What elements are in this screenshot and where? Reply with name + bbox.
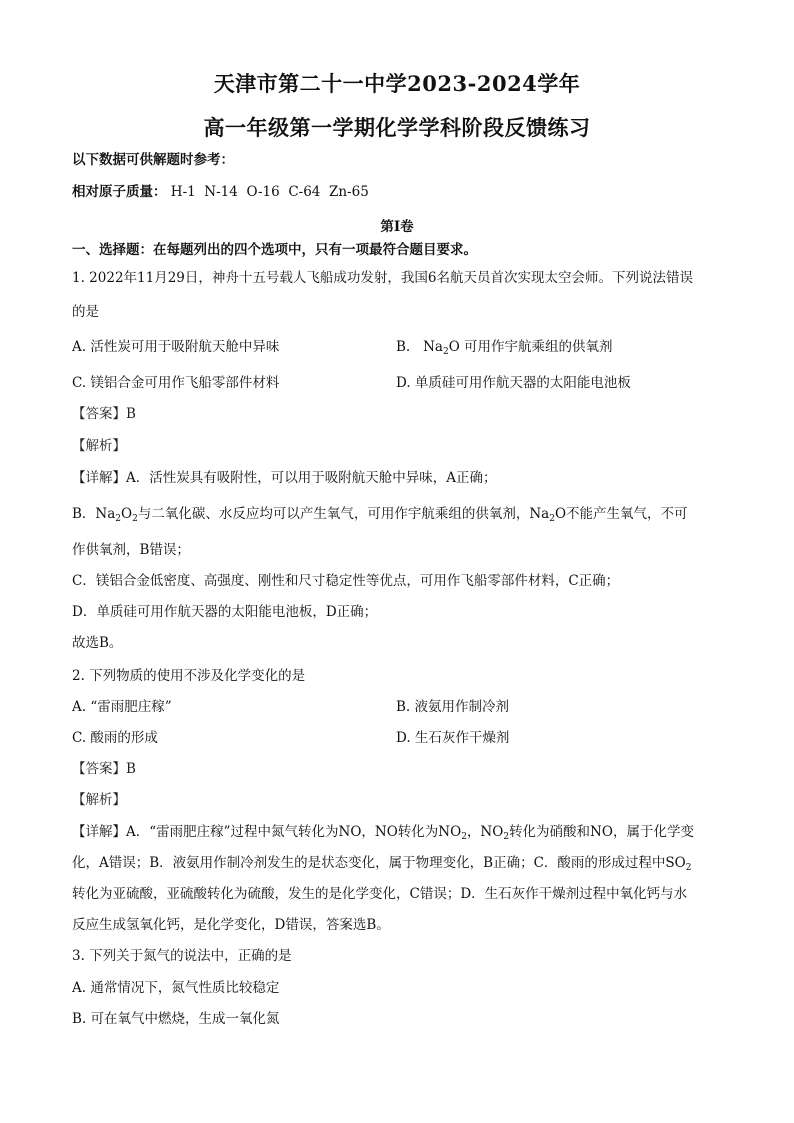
q2-option-b: B. 液氨用作制冷剂 <box>396 699 510 715</box>
q1-option-d: D. 单质硅可用作航天器的太阳能电池板 <box>396 375 631 391</box>
q2-option-d: D. 生石灰作干燥剂 <box>396 730 510 746</box>
q2-stem: 2. 下列物质的使用不涉及化学变化的是 <box>72 668 306 684</box>
q2-option-a: A. “雷雨肥庄稼” <box>72 699 172 715</box>
q2-option-c: C. 酸雨的形成 <box>72 730 158 746</box>
q2-detail-line-3: 转化为亚硫酸，亚硫酸转化为硫酸，发生的是化学变化，C错误；D．生石灰作干燥剂过程中氧化钙与水 <box>72 886 688 902</box>
q2-analysis-label: 【解析】 <box>72 792 126 808</box>
q3-option-b: B. 可在氧气中燃烧，生成一氧化氮 <box>72 1011 280 1027</box>
q1-option-c: C. 镁铝合金可用作飞船零部件材料 <box>72 375 280 391</box>
q1-answer: 【答案】B <box>72 406 136 422</box>
volume-title: 第I卷 <box>380 219 414 235</box>
q1-analysis-label: 【解析】 <box>72 438 126 454</box>
q1-stem-line-1: 1. 2022年11月29日，神舟十五号载人飞船成功发射，我国6名航天员首次实现太空会师。下列说法错误 <box>72 270 693 286</box>
q1-option-a: A. 活性炭可用于吸附航天舱中异味 <box>72 339 280 355</box>
title-line-2: 高一年级第一学期化学学科阶段反馈练习 <box>203 115 591 140</box>
atomic-mass-label: 相对原子质量： <box>72 184 167 200</box>
title-line-1: 天津市第二十一中学2023-2024学年 <box>213 71 581 96</box>
q2-detail-line-4: 反应生成氢氧化钙，是化学变化，D错误，答案选B。 <box>72 917 390 933</box>
q3-stem: 3. 下列关于氮气的说法中，正确的是 <box>72 948 292 964</box>
q1-detail-a: 【详解】A．活性炭具有吸附性，可以用于吸附航天舱中异味，A正确； <box>72 470 497 486</box>
q2-detail-line-2: 化，A错误；B．液氨用作制冷剂发生的是状态变化，属于物理变化，B正确；C．酸雨的形成过程中$SO_2$ <box>72 855 692 873</box>
atomic-mass-values: H-1 N-14 O-16 C-64 Zn-65 <box>170 184 369 200</box>
q1-detail-b-line-1: B．$Na_2O_2$与二氧化碳、水反应均可以产生氧气，可用作宇航乘组的供氧剂，$Na_2O$不能产生氧气，不可 <box>72 506 688 524</box>
q1-conclusion: 故选B。 <box>72 635 123 651</box>
reference-note: 以下数据可供解题时参考： <box>72 152 234 168</box>
q3-option-a: A. 通常情况下，氮气性质比较稳定 <box>72 980 280 996</box>
q1-stem-line-2: 的是 <box>72 304 99 320</box>
section-title: 一、选择题：在每题列出的四个选项中，只有一项最符合题目要求。 <box>72 242 477 258</box>
q1-detail-b-line-2: 作供氧剂，B错误； <box>72 542 190 558</box>
q1-detail-d: D．单质硅可用作航天器的太阳能电池板，D正确； <box>72 604 378 620</box>
q1-detail-c: C．镁铝合金低密度、高强度、刚性和尺寸稳定性等优点，可用作飞船零部件材料，C正确； <box>72 573 620 589</box>
atomic-mass-line <box>72 180 369 200</box>
q2-detail-line-1: 【详解】A．“雷雨肥庄稼”过程中氮气转化为NO，NO转化为$NO_2$，$NO_2$转化为硝酸和NO，属于化学变 <box>72 824 694 842</box>
q2-answer: 【答案】B <box>72 761 136 777</box>
q1-option-b: B. $Na_2O$ 可用作宇航乘组的供氧剂 <box>396 339 613 357</box>
